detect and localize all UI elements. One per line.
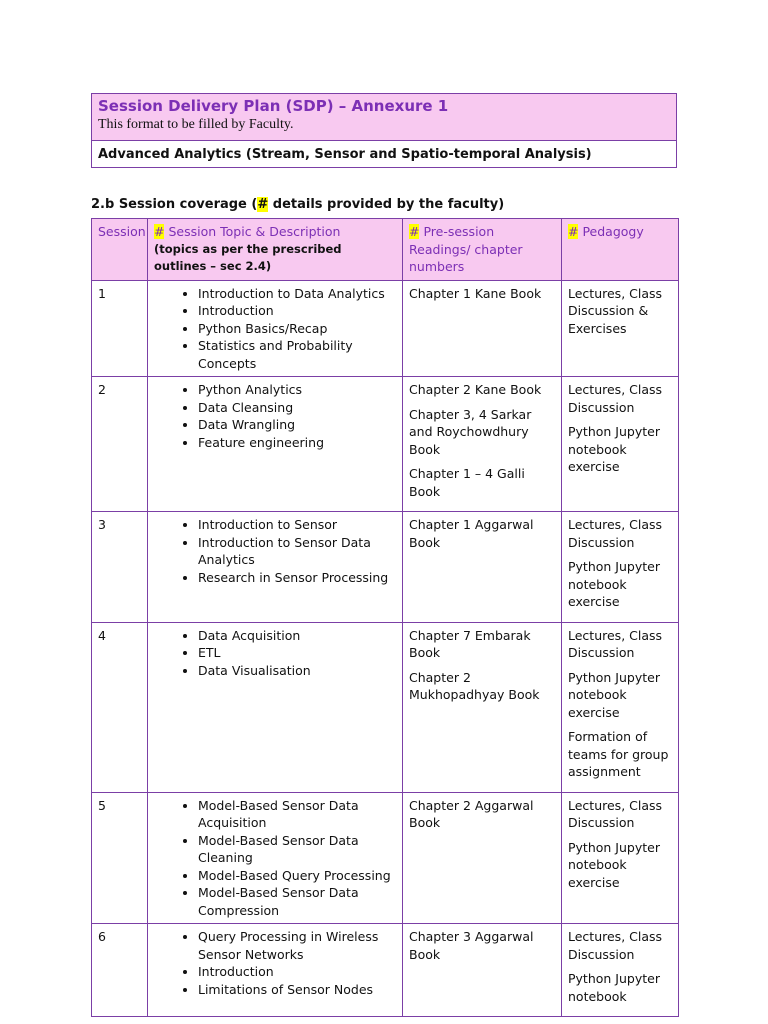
topic-item: • Model-Based Sensor Data Cleaning [198,832,396,867]
pedagogy-item: Lectures, Class Discussion [568,797,663,830]
session-readings [403,622,562,792]
topic-item: • Data Acquisition [198,627,396,645]
session-readings [403,924,562,1017]
topic-item: • Introduction [198,302,396,320]
session-pedagogy [562,512,679,623]
document-title: Session Delivery Plan (SDP) – Annexure 1 [98,97,449,115]
topic-item: • Data Visualisation [198,662,396,680]
reading-item: Chapter 2 Mukhopadhyay Book [409,669,540,702]
session-number: 6 [92,924,148,1017]
section-heading-suffix: details provided by the faculty) [268,197,505,212]
pedagogy-item: Lectures, Class Discussion [568,627,663,660]
topic-item: • Data Cleansing [198,399,396,417]
section-heading-prefix: 2.b Session coverage ( [91,197,258,212]
reading-item: Chapter 2 Kane Book [409,382,542,397]
pedagogy-item: Python Jupyter notebook exercise [568,839,660,890]
table-row [92,622,679,792]
reading-item: Chapter 1 – 4 Galli Book [409,466,525,499]
reading-item: Chapter 7 Embarak Book [409,627,531,660]
hash-marker: # [154,224,165,239]
pedagogy-item: Lectures, Class Discussion [568,929,663,962]
session-pedagogy [562,377,679,512]
header-topic [148,219,403,281]
header-title-cell [92,94,677,141]
topic-list [154,797,396,920]
pedagogy-item: Python Jupyter notebook exercise [568,669,660,720]
table-header-row [92,219,679,281]
session-readings [403,512,562,623]
section-heading [91,197,504,212]
session-readings [403,792,562,924]
table-row [92,512,679,623]
topic-list [154,516,396,586]
session-number: 5 [92,792,148,924]
session-readings [403,377,562,512]
topic-item: • Python Analytics [198,381,396,399]
topic-item: • Introduction [198,963,396,981]
pedagogy-item: Python Jupyter notebook [568,971,660,1004]
hash-marker: # [409,224,420,239]
session-number: 3 [92,512,148,623]
hash-marker: # [568,224,579,239]
topic-item: • Introduction to Sensor [198,516,396,534]
topic-item: • Limitations of Sensor Nodes [198,981,396,999]
session-pedagogy [562,622,679,792]
topic-item: • Python Basics/Recap [198,320,396,338]
pedagogy-item: Lectures, Class Discussion [568,382,663,415]
topic-item: • Statistics and Probability Concepts [198,337,396,372]
pedagogy-item: Python Jupyter notebook exercise [568,424,660,474]
header-topic-label: Session Topic & Description [164,224,341,239]
header-readings [403,219,562,281]
session-topics [148,622,403,792]
topic-item: • Model-Based Sensor Data Compression [198,884,396,919]
topic-item: • Feature engineering [198,434,396,452]
session-coverage-table [91,218,679,1017]
topic-list [154,381,396,451]
session-topics [148,377,403,512]
topic-list [154,285,396,373]
table-body [92,280,679,1017]
sdp-header [91,93,677,168]
pedagogy-item: Lectures, Class Discussion [568,517,663,550]
session-number: 1 [92,280,148,377]
header-session: Session [92,219,148,281]
topic-item: • Model-Based Query Processing [198,867,396,885]
session-pedagogy [562,924,679,1017]
table-row [92,377,679,512]
session-topics [148,792,403,924]
course-title: Advanced Analytics (Stream, Sensor and Spatio-temporal Analysis) [92,141,677,168]
header-pedagogy-label: Pedagogy [578,224,644,239]
session-number: 4 [92,622,148,792]
table-row [92,280,679,377]
table-row [92,792,679,924]
topic-item: • ETL [198,644,396,662]
topic-item: • Research in Sensor Processing [198,569,396,587]
reading-item: Chapter 3, 4 Sarkar and Roychowdhury Book [409,406,532,457]
topic-list [154,627,396,680]
session-topics [148,512,403,623]
session-pedagogy [562,280,679,377]
pedagogy-item: Formation of teams for group assignment [568,729,669,779]
reading-item: Chapter 2 Aggarwal Book [409,797,534,830]
header-topic-note: (topics as per the prescribed outlines – sec 2.4) [154,241,342,273]
hash-marker: # [257,197,269,212]
topic-list [154,928,396,998]
reading-item: Chapter 3 Aggarwal Book [409,929,534,962]
session-number: 2 [92,377,148,512]
document-subtitle: This format to be filled by Faculty. [98,117,294,132]
header-readings-label: Pre-session Readings/ chapter numbers [409,224,523,274]
session-topics [148,924,403,1017]
header-pedagogy [562,219,679,281]
reading-item: Chapter 1 Aggarwal Book [409,517,534,550]
reading-item: Chapter 1 Kane Book [409,285,542,301]
table-row [92,924,679,1017]
session-readings [403,280,562,377]
topic-item: • Introduction to Sensor Data Analytics [198,534,396,569]
session-pedagogy [562,792,679,924]
session-topics [148,280,403,377]
topic-item: • Query Processing in Wireless Sensor Networks [198,928,396,963]
topic-item: • Model-Based Sensor Data Acquisition [198,797,396,832]
pedagogy-item: Lectures, Class Discussion & Exercises [568,285,663,336]
topic-item: • Introduction to Data Analytics [198,285,396,303]
topic-item: • Data Wrangling [198,416,396,434]
pedagogy-item: Python Jupyter notebook exercise [568,559,660,609]
